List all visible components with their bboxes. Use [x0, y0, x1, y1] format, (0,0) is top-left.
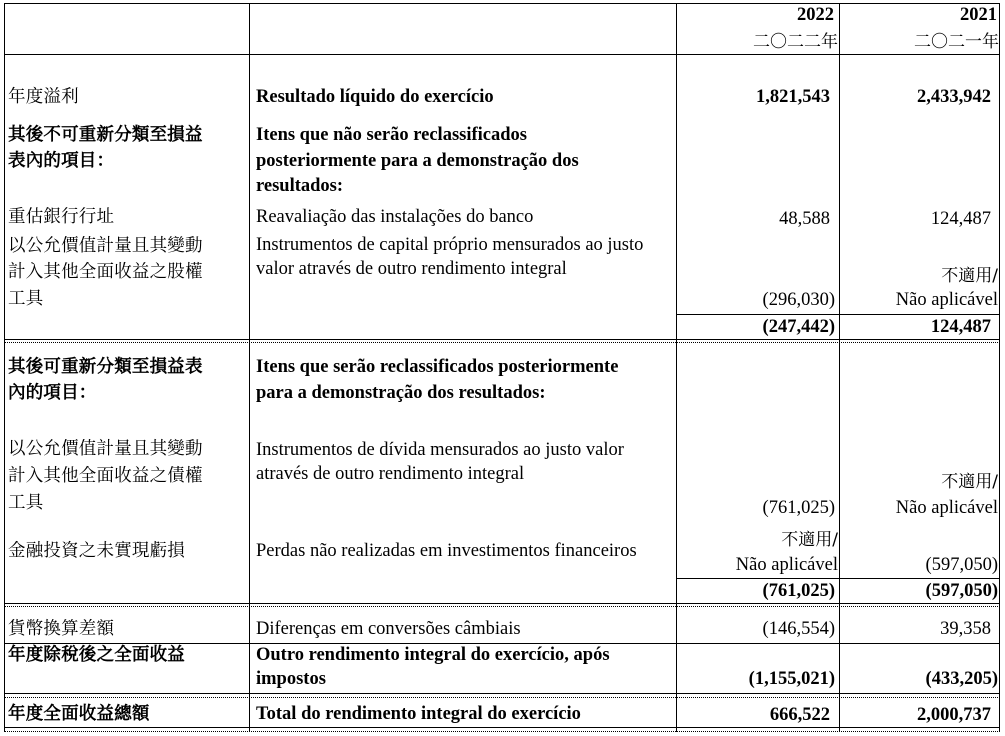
header-year-2022: 2022 [797, 5, 834, 25]
equity-fvoci-label-zh-1: 以公允價值計量且其變動 [8, 236, 203, 256]
not-reclassified-heading-pt-2: posteriormente para a demonstração dos [256, 151, 579, 171]
equity-fvoci-label-pt-1: Instrumentos de capital próprio mensurados ao justo [256, 235, 644, 255]
reclassified-heading-pt-2: para a demonstração dos resultados: [256, 383, 546, 403]
equity-fvoci-label-pt-2: valor através de outro rendimento integral [256, 259, 567, 279]
equity-fvoci-label-zh-2: 計入其他全面收益之股權 [8, 262, 203, 282]
header-year-2022-zh: 二〇二二年 [753, 32, 838, 52]
subtotal-2-value-2021: (597,050) [925, 581, 998, 601]
fx-differences-value-2021: 39,358 [940, 619, 991, 639]
not-reclassified-heading-zh-1: 其後不可重新分類至損益 [8, 125, 203, 145]
vertical-line-right [999, 3, 1000, 732]
debt-fvoci-label-zh-2: 計入其他全面收益之債權 [8, 466, 203, 486]
unrealised-loss-value-2021: (597,050) [925, 555, 998, 575]
unrealised-loss-value-2022-pt: Não aplicável [735, 555, 838, 575]
debt-fvoci-value-2022: (761,025) [762, 498, 835, 518]
vertical-line-col4 [839, 3, 840, 732]
oci-after-tax-value-2022: (1,155,021) [748, 669, 835, 689]
subtotal-1-value-2021: 124,487 [930, 317, 991, 337]
debt-fvoci-label-zh-1: 以公允價值計量且其變動 [8, 439, 203, 459]
oci-after-tax-label-pt-2: impostos [256, 669, 326, 689]
profit-label-zh: 年度溢利 [8, 87, 79, 107]
profit-label-pt: Resultado líquido do exercício [256, 87, 494, 107]
not-reclassified-heading-pt-3: resultados: [256, 176, 344, 196]
debt-fvoci-value-2021-pt: Não aplicável [895, 498, 998, 518]
subtotal-1-value-2022: (247,442) [762, 317, 835, 337]
vertical-line-col3 [676, 3, 677, 732]
vertical-line-col2 [249, 3, 250, 732]
revaluation-value-2021: 124,487 [930, 209, 991, 229]
debt-fvoci-label-zh-3: 工具 [8, 493, 44, 513]
header-year-2021-zh: 二〇二一年 [914, 32, 999, 52]
not-reclassified-heading-zh-2: 表內的項目： [8, 151, 115, 171]
header-year-2021: 2021 [960, 5, 997, 25]
revaluation-label-pt: Reavaliação das instalações do banco [256, 207, 534, 227]
subtotal-1-dotted-rule [4, 342, 1000, 343]
total-comprehensive-label-pt: Total do rendimento integral do exercício [256, 704, 581, 724]
profit-value-2021: 2,433,942 [917, 87, 991, 107]
fx-differences-value-2022: (146,554) [762, 619, 835, 639]
subtotal-2-value-2022: (761,025) [762, 581, 835, 601]
profit-value-2022: 1,821,543 [756, 87, 830, 107]
oci-after-tax-label-pt-1: Outro rendimento integral do exercício, após [256, 645, 610, 665]
debt-fvoci-label-pt-1: Instrumentos de dívida mensurados ao justo valor [256, 440, 624, 460]
reclassified-heading-zh-2: 內的項目： [8, 383, 97, 403]
unrealised-loss-label-zh: 金融投資之未實現虧損 [8, 541, 185, 561]
total-comprehensive-value-2022: 666,522 [769, 705, 830, 725]
oci-bottom-rule [4, 693, 1000, 694]
equity-fvoci-value-2021-zh: 不適用/ [941, 266, 998, 286]
unrealised-loss-label-pt: Perdas não realizadas em investimentos financeiros [256, 541, 637, 561]
oci-dotted-rule [4, 697, 1000, 698]
debt-fvoci-label-pt-2: através de outro rendimento integral [256, 464, 525, 484]
reclassified-heading-pt-1: Itens que serão reclassificados posteriormente [256, 357, 619, 377]
equity-fvoci-label-zh-3: 工具 [8, 289, 44, 309]
reclassified-heading-zh-1: 其後可重新分類至損益表 [8, 357, 203, 377]
revaluation-value-2022: 48,588 [779, 209, 830, 229]
equity-fvoci-value-2022: (296,030) [762, 290, 835, 310]
vertical-line-left [4, 3, 5, 732]
oci-after-tax-value-2021: (433,205) [925, 669, 998, 689]
total-dotted-rule [4, 731, 1000, 732]
debt-fvoci-value-2021-zh: 不適用/ [941, 472, 998, 492]
fx-differences-label-pt: Diferenças em conversões câmbiais [256, 619, 521, 639]
fx-differences-label-zh: 貨幣換算差額 [8, 619, 115, 639]
not-reclassified-heading-pt-1: Itens que não serão reclassificados [256, 125, 527, 145]
revaluation-label-zh: 重估銀行行址 [8, 207, 115, 227]
oci-after-tax-label-zh: 年度除稅後之全面收益 [8, 645, 185, 665]
total-comprehensive-value-2021: 2,000,737 [917, 705, 991, 725]
subtotal-2-dotted-rule [4, 606, 1000, 607]
equity-fvoci-value-2021-pt: Não aplicável [895, 290, 998, 310]
unrealised-loss-value-2022-zh: 不適用/ [781, 530, 838, 550]
total-comprehensive-label-zh: 年度全面收益總額 [8, 704, 150, 724]
